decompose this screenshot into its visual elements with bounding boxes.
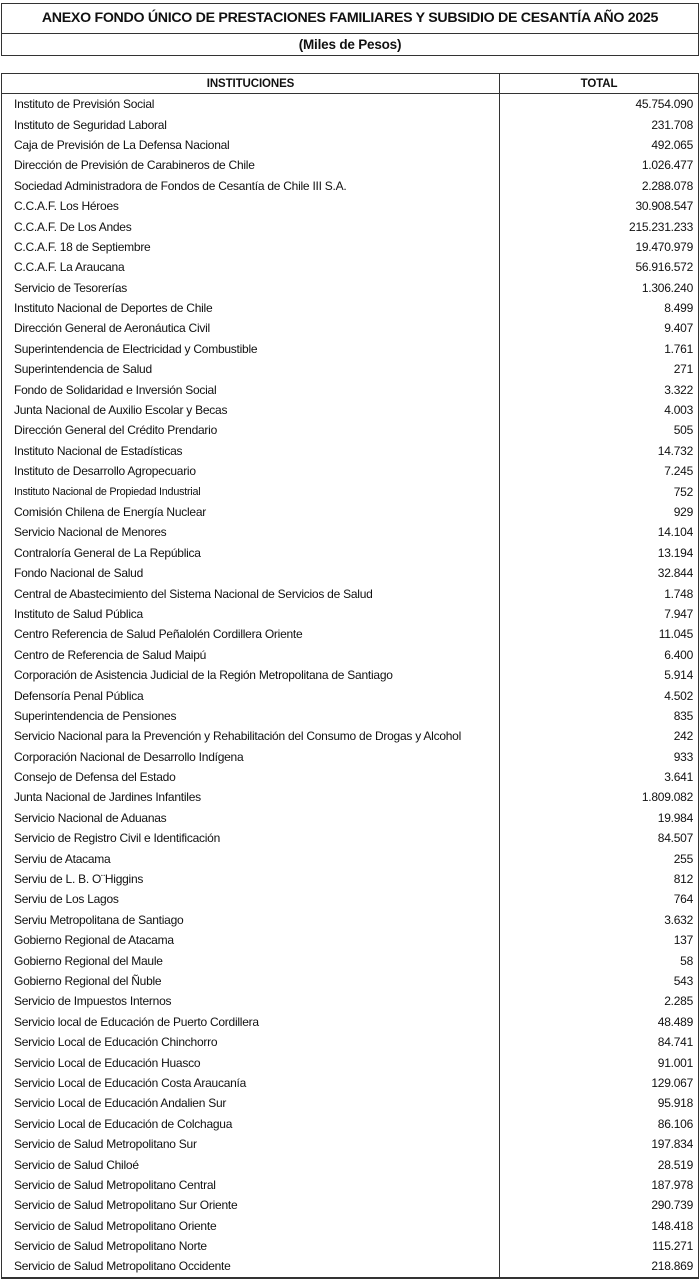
institution-name-cell: Dirección de Previsión de Carabineros de Chile [2,155,500,175]
institution-name-cell: Servicio de Salud Metropolitano Central [2,1175,500,1195]
institution-name-cell: Servicio de Salud Metropolitano Norte [2,1236,500,1256]
institution-name-cell: Centro Referencia de Salud Peñalolén Cordillera Oriente [2,624,500,644]
total-value-cell: 28.519 [657,1157,693,1172]
institution-name-cell: Sociedad Administradora de Fondos de Cesantía de Chile III S.A. [2,176,500,196]
institution-name-cell: Junta Nacional de Jardines Infantiles [2,787,500,807]
institution-name-cell: Fondo de Solidaridad e Inversión Social [2,379,500,399]
total-value-cell: 271 [673,362,693,377]
table-row [2,196,698,216]
total-value-cell: 505 [673,423,693,438]
table-row [2,481,698,501]
table-row [2,971,698,991]
total-value-cell: 231.708 [651,117,693,132]
institution-name-cell: Servicio de Salud Chiloé [2,1154,500,1174]
table-row [2,808,698,828]
total-value-cell: 1.026.477 [641,158,693,173]
table-row [2,298,698,318]
table-row [2,257,698,277]
table-row [2,1175,698,1195]
institution-name-cell: Instituto de Salud Pública [2,604,500,624]
institution-name-cell: Superintendencia de Electricidad y Combustible [2,339,500,359]
institution-name-cell: Superintendencia de Salud [2,359,500,379]
institution-name-cell: Servicio de Impuestos Internos [2,991,500,1011]
table-row [2,787,698,807]
total-value-cell: 3.322 [664,382,693,397]
institution-name-cell: Dirección General del Crédito Prendario [2,420,500,440]
institution-name-cell: Gobierno Regional de Atacama [2,930,500,950]
total-value-cell: 290.739 [651,1198,693,1213]
total-value-cell: 13.194 [657,545,693,560]
table-row [2,1012,698,1032]
total-value-cell: 84.741 [657,1035,693,1050]
institution-name-cell: Servicio Nacional para la Prevención y Rehabilitación del Consumo de Drogas y Alcohol [2,726,500,746]
total-value-cell: 187.978 [651,1177,693,1192]
institution-name-cell: C.C.A.F. 18 de Septiembre [2,237,500,257]
institution-name-cell: Serviu de Atacama [2,848,500,868]
table-row [2,604,698,624]
table-row [2,726,698,746]
total-value-cell: 752 [673,484,693,499]
institution-name-cell: Defensoría Penal Pública [2,685,500,705]
table-row [2,522,698,542]
institution-name-cell: Instituto Nacional de Estadísticas [2,441,500,461]
table-row [2,1093,698,1113]
institution-name-cell: Gobierno Regional del Maule [2,950,500,970]
institution-name-cell: Central de Abastecimiento del Sistema Nacional de Servicios de Salud [2,583,500,603]
institution-name-cell: Serviu Metropolitana de Santiago [2,910,500,930]
table-row [2,176,698,196]
table-row [2,502,698,522]
total-value-cell: 255 [673,851,693,866]
total-value-cell: 137 [673,933,693,948]
header-institutions: INSTITUCIONES [2,74,500,94]
institution-name-cell: Servicio Nacional de Aduanas [2,808,500,828]
table-row [2,1134,698,1154]
institution-name-cell: Contraloría General de La República [2,543,500,563]
institution-name-cell: Servicio local de Educación de Puerto Cordillera [2,1012,500,1032]
institution-name-cell: C.C.A.F. La Araucana [2,257,500,277]
document-header [1,3,699,56]
institution-name-cell: Servicio Local de Educación Andalien Sur [2,1093,500,1113]
total-value-cell: 19.470.979 [635,239,693,254]
institution-name-cell: Instituto de Desarrollo Agropecuario [2,461,500,481]
table-row [2,339,698,359]
table-row [2,889,698,909]
table-row [2,135,698,155]
total-value-cell: 7.947 [664,606,693,621]
total-value-cell: 56.916.572 [635,260,693,275]
header-total: TOTAL [500,74,699,94]
institutions-table [2,74,698,1277]
table-row [2,1032,698,1052]
table-row [2,930,698,950]
table-row [2,461,698,481]
institution-name-cell: Serviu de Los Lagos [2,889,500,909]
table-row [2,910,698,930]
total-value-cell: 764 [673,892,693,907]
institution-name-cell: Junta Nacional de Auxilio Escolar y Becas [2,400,500,420]
table-row [2,665,698,685]
table-row [2,1154,698,1174]
table-row [2,155,698,175]
table-row [2,685,698,705]
institution-name-cell: Gobierno Regional del Ñuble [2,971,500,991]
table-row [2,94,698,115]
institution-name-cell: Corporación Nacional de Desarrollo Indígena [2,747,500,767]
total-value-cell: 812 [673,872,693,887]
table-row [2,379,698,399]
total-value-cell: 1.748 [664,586,693,601]
institution-name-cell: Corporación de Asistencia Judicial de la Región Metropolitana de Santiago [2,665,500,685]
total-value-cell: 1.761 [664,341,693,356]
institution-name-cell: Servicio Local de Educación de Colchagua [2,1114,500,1134]
institution-name-cell: Centro de Referencia de Salud Maipú [2,645,500,665]
total-value-cell: 8.499 [664,301,693,316]
total-value-cell: 14.104 [657,525,693,540]
total-value-cell: 242 [673,729,693,744]
total-value-cell: 4.003 [664,403,693,418]
table-row [2,1195,698,1215]
total-value-cell: 129.067 [651,1075,693,1090]
table-row [2,1256,698,1276]
total-value-cell: 14.732 [657,443,693,458]
table-row [2,767,698,787]
institution-name-cell: Consejo de Defensa del Estado [2,767,500,787]
institution-name-cell: Dirección General de Aeronáutica Civil [2,318,500,338]
institution-name-cell: Instituto Nacional de Deportes de Chile [2,298,500,318]
table-row [2,706,698,726]
total-value-cell: 933 [673,749,693,764]
total-value-cell: 84.507 [657,831,693,846]
total-value-cell: 2.288.078 [641,178,693,193]
institution-name-cell: Fondo Nacional de Salud [2,563,500,583]
table-row [2,747,698,767]
total-value-cell: 3.641 [664,770,693,785]
total-value-cell: 6.400 [664,647,693,662]
table-row [2,1215,698,1235]
total-value-cell: 86.106 [657,1116,693,1131]
institutions-table-container [1,73,699,1279]
institution-name-cell: Instituto Nacional de Propiedad Industrial [2,481,500,501]
table-row [2,216,698,236]
document-subtitle: (Miles de Pesos) [298,37,402,52]
total-value-cell: 2.285 [664,994,693,1009]
total-value-cell: 835 [673,708,693,723]
table-row [2,441,698,461]
institution-name-cell: Caja de Previsión de La Defensa Nacional [2,135,500,155]
total-value-cell: 4.502 [664,688,693,703]
table-row [2,543,698,563]
table-row [2,237,698,257]
table-row [2,318,698,338]
institution-name-cell: Comisión Chilena de Energía Nuclear [2,502,500,522]
table-row [2,1114,698,1134]
table-row [2,828,698,848]
institution-name-cell: Instituto de Previsión Social [2,94,500,115]
total-value-cell: 45.754.090 [635,97,693,112]
total-value-cell: 3.632 [664,912,693,927]
institution-name-cell: Servicio Local de Educación Huasco [2,1052,500,1072]
total-value-cell: 95.918 [657,1096,693,1111]
table-row [2,563,698,583]
total-value-cell: 19.984 [657,810,693,825]
table-row [2,991,698,1011]
institution-name-cell: Instituto de Seguridad Laboral [2,114,500,134]
total-value-cell: 215.231.233 [629,219,693,234]
institution-name-cell: Servicio Local de Educación Costa Araucanía [2,1073,500,1093]
institution-name-cell: Servicio Nacional de Menores [2,522,500,542]
table-row [2,624,698,644]
institution-name-cell: Servicio de Tesorerías [2,278,500,298]
total-value-cell: 492.065 [651,137,693,152]
table-row [2,278,698,298]
institution-name-cell: C.C.A.F. De Los Andes [2,216,500,236]
total-value-cell: 32.844 [657,566,693,581]
table-row [2,1236,698,1256]
table-row [2,359,698,379]
total-value-cell: 929 [673,505,693,519]
total-value-cell: 7.245 [664,464,693,479]
total-value-cell: 48.489 [657,1014,693,1029]
institution-name-cell: Servicio de Salud Metropolitano Oriente [2,1215,500,1235]
institution-name-cell: Superintendencia de Pensiones [2,706,500,726]
table-row [2,645,698,665]
table-row [2,1073,698,1093]
document-title: ANEXO FONDO ÚNICO DE PRESTACIONES FAMILIARES Y SUBSIDIO DE CESANTÍA AÑO 2025 [2,4,698,34]
total-value-cell: 197.834 [651,1137,693,1152]
total-value-cell: 1.809.082 [641,790,693,805]
institution-name-cell: Servicio de Salud Metropolitano Sur Oriente [2,1195,500,1215]
table-row [2,950,698,970]
institution-name-cell: Servicio de Salud Metropolitano Occidente [2,1256,500,1276]
total-value-cell: 5.914 [664,668,693,683]
institution-name-cell: Serviu de L. B. O¨Higgins [2,869,500,889]
table-row [2,400,698,420]
table-row [2,869,698,889]
total-value-cell: 543 [673,973,693,988]
total-value-cell: 1.306.240 [641,280,693,295]
total-value-cell: 9.407 [664,321,693,336]
total-value-cell: 218.869 [651,1259,693,1274]
table-body [2,94,698,1277]
table-row [2,114,698,134]
total-value-cell: 58 [680,953,693,968]
table-row [2,848,698,868]
institution-name-cell: C.C.A.F. Los Héroes [2,196,500,216]
total-value-cell: 30.908.547 [635,199,693,214]
table-header-row [2,74,698,94]
total-value-cell: 91.001 [657,1055,693,1070]
total-value-cell: 11.045 [658,627,693,642]
institution-name-cell: Servicio de Salud Metropolitano Sur [2,1134,500,1154]
institution-name-cell: Servicio de Registro Civil e Identificación [2,828,500,848]
total-value-cell: 148.418 [651,1218,693,1233]
table-row [2,583,698,603]
table-row [2,420,698,440]
total-value-cell: 115.271 [652,1239,693,1254]
institution-name-cell: Servicio Local de Educación Chinchorro [2,1032,500,1052]
table-row [2,1052,698,1072]
